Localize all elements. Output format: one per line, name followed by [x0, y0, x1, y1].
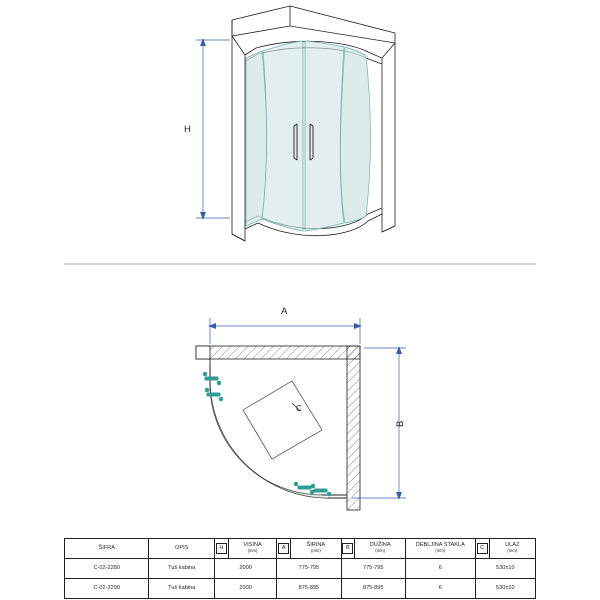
cell-ulaz: 530±10: [475, 579, 535, 599]
cell-duzina: 875-895: [341, 579, 405, 599]
header-ulaz: [489, 539, 535, 559]
header-debljina-label: DEBLJINA STAKLA: [415, 542, 465, 549]
header-visina-unit: (mm): [247, 548, 258, 554]
header-debljina: [405, 539, 475, 559]
header-duzina-unit: (mm): [375, 548, 386, 554]
table-header-row: [65, 539, 536, 559]
header-duzina-label: DUŽINA: [369, 542, 391, 549]
header-sirina: [291, 539, 341, 559]
cell-debljina: 6: [405, 579, 475, 599]
header-ulaz-unit: (mm): [507, 548, 518, 554]
header-opis: [149, 539, 214, 559]
cell-visina: 2000: [214, 579, 276, 599]
cell-sirina: 775-795: [277, 559, 341, 579]
box-c: C: [477, 543, 488, 554]
dim-a-label: A: [281, 306, 288, 317]
box-h: H: [216, 543, 227, 554]
dim-h-label: H: [184, 124, 191, 135]
header-visina-box: [214, 539, 228, 559]
cell-ulaz: 530±10: [475, 559, 535, 579]
header-ulaz-label: ULAZ: [505, 542, 520, 549]
cell-sirina: 875-895: [277, 579, 341, 599]
header-sirina-box: [277, 539, 291, 559]
box-b: B: [342, 543, 353, 554]
box-a: A: [278, 543, 289, 554]
cell-opis: Tuš kabina: [149, 579, 214, 599]
cell-debljina: 6: [405, 559, 475, 579]
header-sifra: [65, 539, 149, 559]
header-visina-label: VISINA: [243, 542, 262, 549]
header-sirina-unit: (mm): [310, 548, 321, 554]
header-debljina-unit: (mm): [435, 548, 446, 554]
cell-visina: 2000: [214, 559, 276, 579]
cell-sifra: C-02-2280: [65, 559, 149, 579]
header-duzina: [355, 539, 405, 559]
header-visina: [228, 539, 276, 559]
cell-sifra: C-02-2290: [65, 579, 149, 599]
table-row: [65, 559, 536, 579]
dim-b-label: B: [395, 420, 406, 427]
spec-table: [64, 538, 536, 599]
header-sifra-label: ŠIFRA: [98, 544, 115, 551]
header-ulaz-box: [475, 539, 489, 559]
dim-c-label: C: [296, 404, 302, 413]
header-duzina-box: [341, 539, 355, 559]
header-sirina-label: ŠIRINA: [306, 542, 326, 549]
header-opis-label: OPIS: [175, 544, 189, 551]
cell-duzina: 775-795: [341, 559, 405, 579]
cell-opis: Tuš kabina: [149, 559, 214, 579]
table-row: [65, 579, 536, 599]
